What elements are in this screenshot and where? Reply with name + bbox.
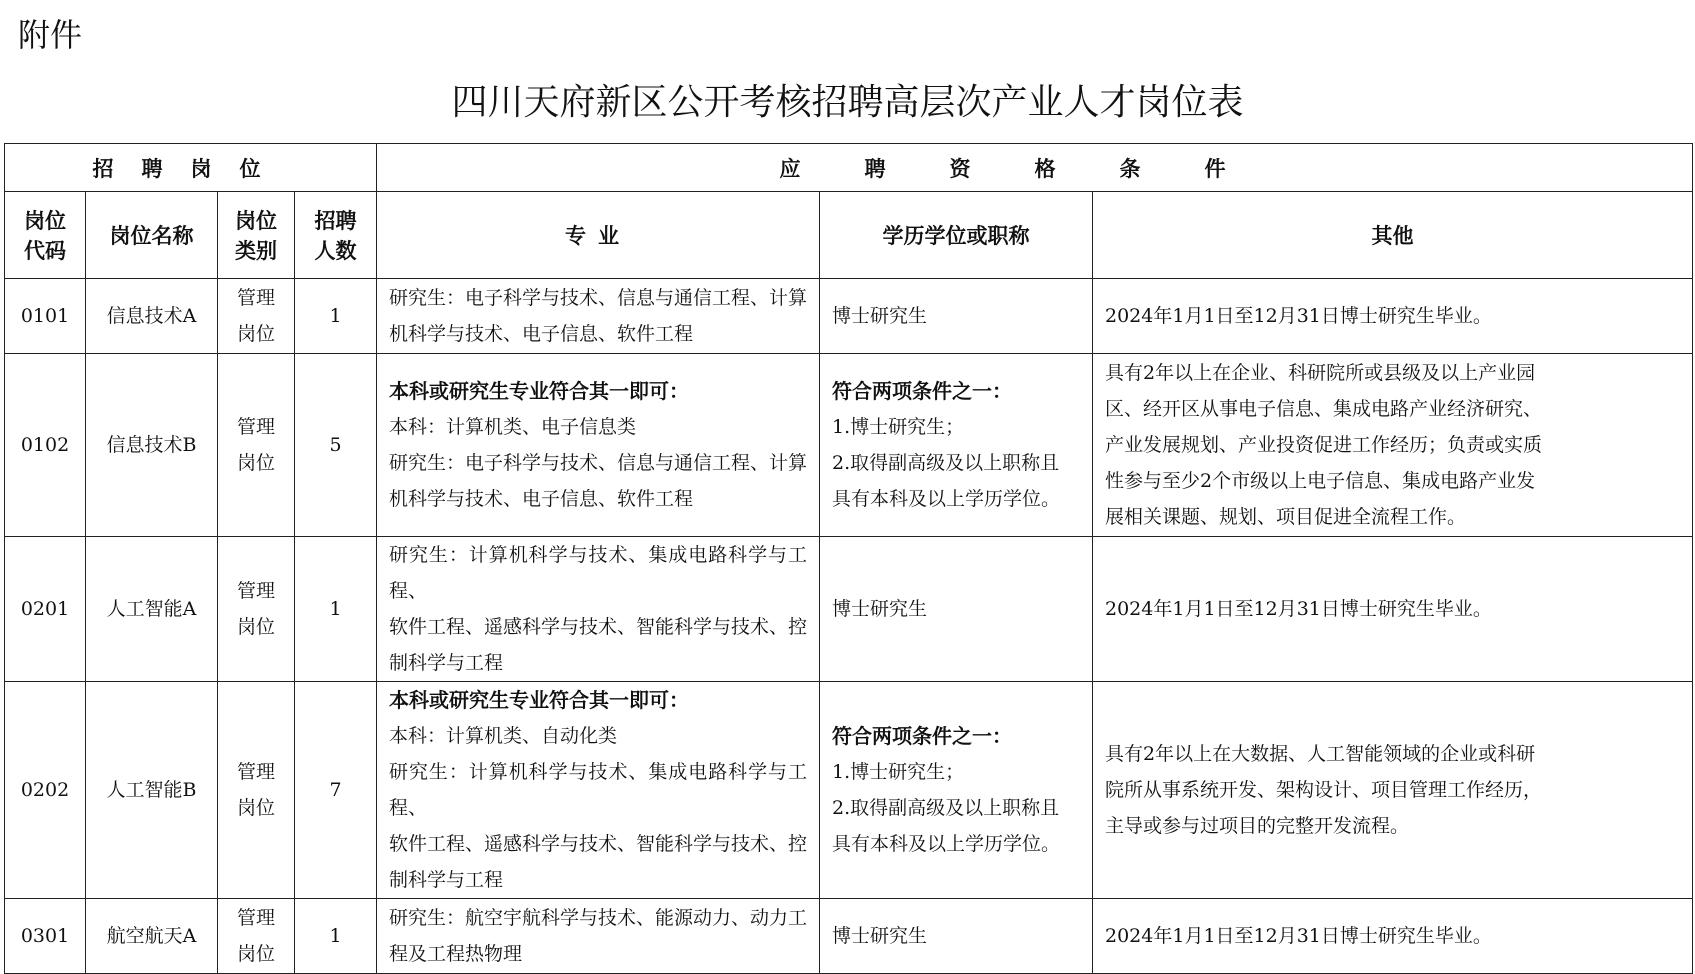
cell-line: 1.博士研究生；: [832, 761, 965, 783]
cell-line: 程及工程热物理: [389, 943, 523, 965]
cell-degree: [820, 537, 1093, 682]
cell-line: 岗位: [236, 616, 275, 638]
cell-line: 本科或研究生专业符合其一即可：: [389, 379, 689, 403]
cell-line: 2024年1月1日至12月31日博士研究生毕业。: [1105, 598, 1492, 620]
cell-line: 符合两项条件之一：: [832, 379, 1012, 403]
cell-other: [1093, 682, 1693, 899]
cell-line: 岗位: [236, 943, 275, 965]
cell-line: 具有本科及以上学历学位。: [832, 488, 1061, 510]
cell-line: 管理: [236, 416, 275, 438]
group-header-post: 招聘岗位: [5, 144, 377, 192]
cell-line: 岗位: [236, 797, 275, 819]
cell-degree: [820, 354, 1093, 537]
cell-line: 产业发展规划、产业投资促进工作经历；负责或实质: [1105, 434, 1543, 456]
cell-name: 航空航天A: [86, 899, 218, 974]
cell-line: 性参与至少2个市级以上电子信息、集成电路产业发: [1105, 470, 1536, 492]
cell-line: 2024年1月1日至12月31日博士研究生毕业。: [1105, 305, 1492, 327]
cell-major: [377, 899, 820, 974]
cell-line: 1.博士研究生；: [832, 416, 965, 438]
recruitment-table: [4, 143, 1693, 974]
cell-degree: [820, 899, 1093, 974]
attachment-label: 附件: [18, 16, 83, 54]
cell-count: 5: [295, 354, 377, 537]
page-title: 四川天府新区公开考核招聘高层次产业人才岗位表: [451, 82, 1244, 123]
table-row: [5, 354, 1693, 537]
cell-line: 机科学与技术、电子信息、软件工程: [389, 488, 694, 510]
cell-line: 软件工程、遥感科学与技术、智能科学与技术、控: [389, 833, 808, 855]
cell-code: 0201: [5, 537, 86, 682]
cell-line: 制科学与工程: [389, 652, 504, 674]
cell-line: 符合两项条件之一：: [832, 724, 1012, 748]
cell-count: 1: [295, 899, 377, 974]
cell-other: [1093, 354, 1693, 537]
cell-line: 展相关课题、规划、项目促进全流程工作。: [1105, 506, 1467, 528]
cell-line: 博士研究生: [832, 925, 928, 947]
cell-category: [218, 682, 295, 899]
cell-major: [377, 354, 820, 537]
cell-category: [218, 354, 295, 537]
cell-line: 主导或参与过项目的完整开发流程。: [1105, 815, 1410, 837]
cell-line: 研究生：航空宇航科学与技术、能源动力、动力工: [389, 907, 808, 929]
cell-line: 软件工程、遥感科学与技术、智能科学与技术、控: [389, 616, 808, 638]
cell-line: 2.取得副高级及以上职称且: [832, 797, 1060, 819]
col-header-name: 岗位名称: [86, 192, 218, 279]
cell-code: 0102: [5, 354, 86, 537]
cell-code: 0202: [5, 682, 86, 899]
cell-line: 研究生：电子科学与技术、信息与通信工程、计算: [389, 452, 808, 474]
table-row: [5, 682, 1693, 899]
cell-line: 机科学与技术、电子信息、软件工程: [389, 323, 694, 345]
col-header-degree: 学历学位或职称: [820, 192, 1093, 279]
cell-degree: [820, 279, 1093, 354]
cell-line: 2024年1月1日至12月31日博士研究生毕业。: [1105, 925, 1492, 947]
cell-category: [218, 537, 295, 682]
cell-other: [1093, 899, 1693, 974]
cell-major: [377, 279, 820, 354]
cell-line: 岗位: [236, 452, 275, 474]
cell-line: 管理: [236, 580, 275, 602]
col-header-major: 专业: [377, 192, 820, 279]
cell-count: 1: [295, 537, 377, 682]
cell-line: 博士研究生: [832, 598, 928, 620]
cell-line: 研究生：电子科学与技术、信息与通信工程、计算: [389, 287, 808, 309]
cell-code: 0301: [5, 899, 86, 974]
cell-line: 本科或研究生专业符合其一即可：: [389, 688, 689, 712]
col-header-code: 岗位 代码: [5, 192, 86, 279]
cell-major: [377, 537, 820, 682]
cell-line: 岗位: [236, 323, 275, 345]
cell-line: 区、经开区从事电子信息、集成电路产业经济研究、: [1105, 398, 1543, 420]
cell-line: 管理: [236, 907, 275, 929]
cell-category: [218, 279, 295, 354]
cell-count: 1: [295, 279, 377, 354]
cell-line: 本科：计算机类、自动化类: [389, 725, 618, 747]
cell-category: [218, 899, 295, 974]
cell-line: 研究生：计算机科学与技术、集成电路科学与工程、: [389, 761, 807, 819]
group-header-qualification: 应聘资格条件: [377, 144, 1693, 192]
cell-major: [377, 682, 820, 899]
cell-other: [1093, 537, 1693, 682]
cell-degree: [820, 682, 1093, 899]
cell-line: 2.取得副高级及以上职称且: [832, 452, 1060, 474]
cell-name: 信息技术B: [86, 354, 218, 537]
cell-line: 研究生：计算机科学与技术、集成电路科学与工程、: [389, 544, 807, 602]
cell-other: [1093, 279, 1693, 354]
col-header-category: 岗位 类别: [218, 192, 295, 279]
cell-line: 具有本科及以上学历学位。: [832, 833, 1061, 855]
cell-count: 7: [295, 682, 377, 899]
table-row: [5, 899, 1693, 974]
cell-name: 信息技术A: [86, 279, 218, 354]
cell-line: 院所从事系统开发、架构设计、项目管理工作经历，: [1105, 779, 1543, 801]
table-row: [5, 537, 1693, 682]
cell-line: 管理: [236, 761, 275, 783]
cell-line: 本科：计算机类、电子信息类: [389, 416, 637, 438]
cell-line: 博士研究生: [832, 305, 928, 327]
cell-code: 0101: [5, 279, 86, 354]
col-header-count: 招聘 人数: [295, 192, 377, 279]
col-header-other: 其他: [1093, 192, 1693, 279]
cell-name: 人工智能B: [86, 682, 218, 899]
cell-line: 制科学与工程: [389, 869, 504, 891]
table-row: [5, 279, 1693, 354]
cell-line: 具有2年以上在企业、科研院所或县级及以上产业园: [1105, 362, 1536, 384]
cell-line: 管理: [236, 287, 275, 309]
cell-name: 人工智能A: [86, 537, 218, 682]
cell-line: 具有2年以上在大数据、人工智能领域的企业或科研: [1105, 743, 1536, 765]
